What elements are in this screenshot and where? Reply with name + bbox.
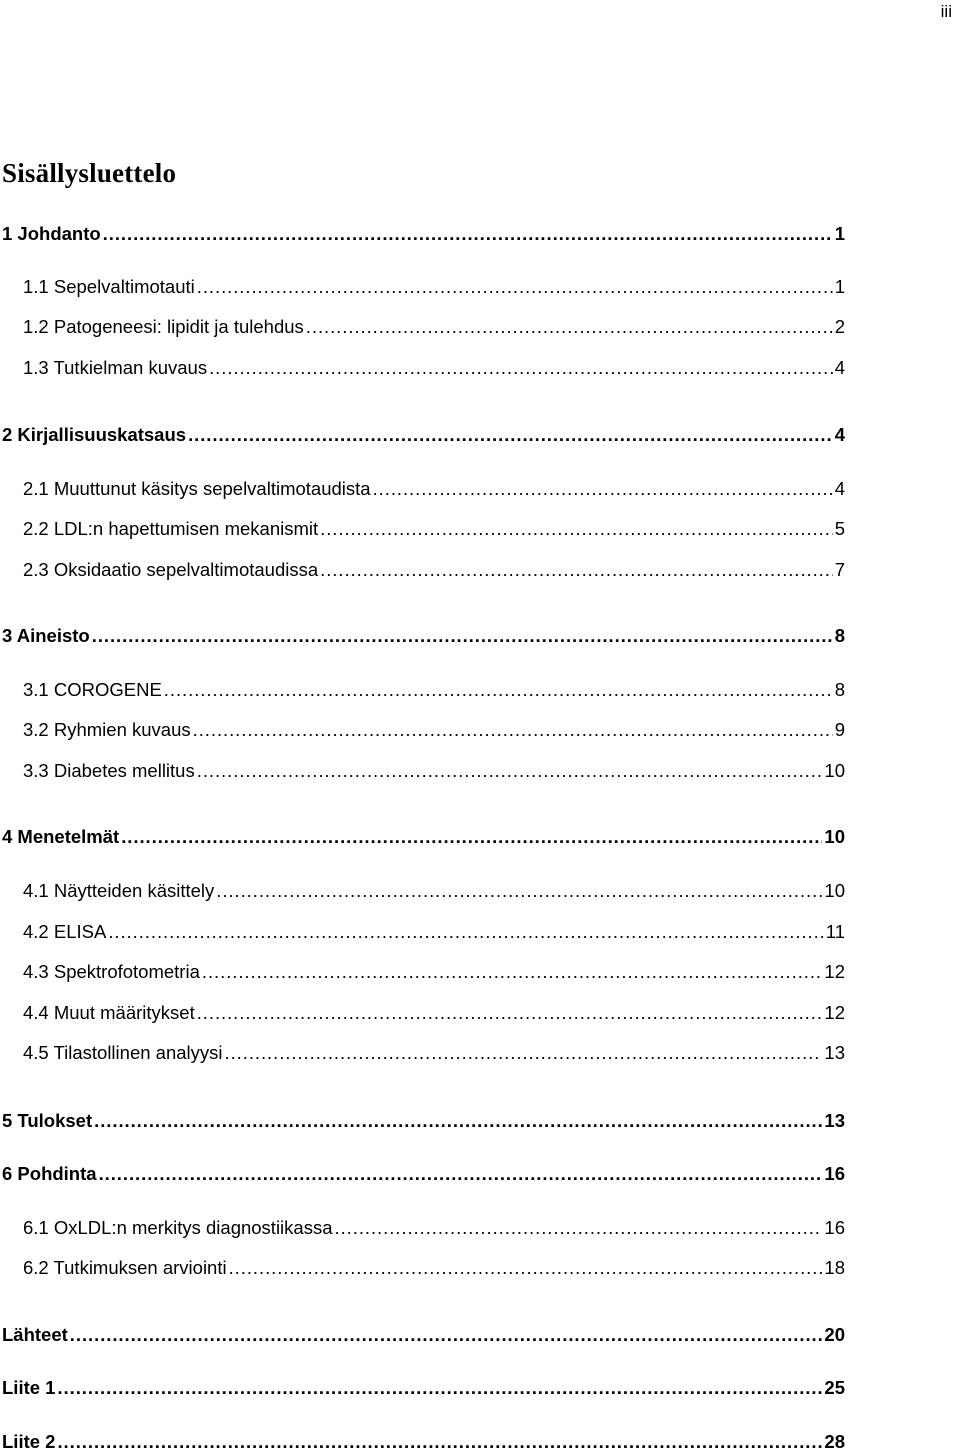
toc-entry-label: 2.1 Muuttunut käsitys sepelvaltimotaudista xyxy=(23,478,371,499)
toc-entry-page: 8 xyxy=(834,679,845,700)
toc-entry-page: 16 xyxy=(824,1217,845,1238)
dot-leader xyxy=(92,624,833,648)
toc-entry-page: 13 xyxy=(824,1042,845,1063)
toc-entry-label: 6.1 OxLDL:n merkitys diagnostiikassa xyxy=(23,1217,333,1238)
dot-leader xyxy=(70,1323,823,1347)
dot-leader xyxy=(216,879,822,903)
toc-entry-page: 25 xyxy=(824,1377,845,1398)
toc-entry-label: 1.1 Sepelvaltimotauti xyxy=(23,276,195,297)
toc-entry-page: 4 xyxy=(834,424,845,445)
toc-entry[interactable] xyxy=(0,222,845,246)
toc-entry[interactable] xyxy=(0,1430,845,1454)
toc-entry[interactable] xyxy=(0,477,845,501)
toc-entry-label: 4.4 Muut määritykset xyxy=(23,1002,195,1023)
toc-entry-page: 16 xyxy=(824,1163,845,1184)
toc-entry-label: 5 Tulokset xyxy=(2,1110,93,1131)
toc-entry[interactable] xyxy=(0,1216,845,1240)
dot-leader xyxy=(320,558,833,582)
dot-leader xyxy=(57,1430,822,1454)
toc-entry-page: 9 xyxy=(834,719,845,740)
toc-entry-page: 20 xyxy=(824,1324,845,1345)
toc-entry-label: 3.1 COROGENE xyxy=(23,679,162,700)
dot-leader xyxy=(193,718,833,742)
toc-entry-label: Liite 1 xyxy=(2,1377,56,1398)
dot-leader xyxy=(108,920,823,944)
toc-entry[interactable] xyxy=(0,315,845,339)
toc-entry-page: 2 xyxy=(834,316,845,337)
toc-entry[interactable] xyxy=(0,1323,845,1347)
toc-entry-label: Lähteet xyxy=(2,1324,68,1345)
toc-entry-label: 4 Menetelmät xyxy=(2,826,120,847)
toc-entry-label: 6 Pohdinta xyxy=(2,1163,97,1184)
toc-entry[interactable] xyxy=(0,1376,845,1400)
toc-entry-label: 4.5 Tilastollinen analyysi xyxy=(23,1042,223,1063)
toc-entry[interactable] xyxy=(0,825,845,849)
page-number: iii xyxy=(940,2,952,21)
toc-entry-label: 6.2 Tutkimuksen arviointi xyxy=(23,1257,227,1278)
toc-entry-page: 5 xyxy=(834,518,845,539)
dot-leader xyxy=(202,960,823,984)
dot-leader xyxy=(197,759,823,783)
toc-entry-label: Liite 2 xyxy=(2,1431,56,1452)
dot-leader xyxy=(209,356,833,380)
toc-entry[interactable] xyxy=(0,920,845,944)
toc-title: Sisällysluettelo xyxy=(2,158,177,188)
toc-entry-page: 7 xyxy=(834,559,845,580)
toc-entry[interactable] xyxy=(0,960,845,984)
dot-leader xyxy=(320,517,833,541)
dot-leader xyxy=(188,423,833,447)
toc-entry[interactable] xyxy=(0,759,845,783)
toc-entry[interactable] xyxy=(0,1001,845,1025)
toc-entry-page: 4 xyxy=(834,357,845,378)
toc-entry-page: 11 xyxy=(825,921,845,942)
toc-entry-label: 2.2 LDL:n hapettumisen mekanismit xyxy=(23,518,319,539)
toc-entry[interactable] xyxy=(0,1256,845,1280)
dot-leader xyxy=(229,1256,823,1280)
toc-entry[interactable] xyxy=(0,624,845,648)
dot-leader xyxy=(94,1109,822,1133)
toc-entry-label: 1.2 Patogeneesi: lipidit ja tulehdus xyxy=(23,316,304,337)
toc-entry[interactable] xyxy=(0,558,845,582)
dot-leader xyxy=(306,315,833,339)
toc-entry[interactable] xyxy=(0,275,845,299)
toc-entry-page: 8 xyxy=(834,625,845,646)
toc-entry-page: 12 xyxy=(824,961,845,982)
toc-entry-label: 1 Johdanto xyxy=(2,223,101,244)
toc-entry-label: 1.3 Tutkielman kuvaus xyxy=(23,357,208,378)
toc-entry-label: 2 Kirjallisuuskatsaus xyxy=(2,424,187,445)
toc-entry-label: 3.2 Ryhmien kuvaus xyxy=(23,719,191,740)
toc-entry-page: 28 xyxy=(824,1431,845,1452)
dot-leader xyxy=(373,477,833,501)
toc-entry-label: 2.3 Oksidaatio sepelvaltimotaudissa xyxy=(23,559,319,580)
toc-entry-label: 4.2 ELISA xyxy=(23,921,107,942)
toc-entry-page: 12 xyxy=(824,1002,845,1023)
dot-leader xyxy=(225,1041,823,1065)
toc-entry-page: 4 xyxy=(834,478,845,499)
toc-entry[interactable] xyxy=(0,1041,845,1065)
toc-entry-label: 3 Aineisto xyxy=(2,625,90,646)
dot-leader xyxy=(197,275,833,299)
dot-leader xyxy=(103,222,833,246)
toc-entry[interactable] xyxy=(0,517,845,541)
dot-leader xyxy=(164,678,833,702)
toc-entry-page: 13 xyxy=(824,1110,845,1131)
toc-entry-page: 18 xyxy=(824,1257,845,1278)
toc-entry-label: 4.1 Näytteiden käsittely xyxy=(23,880,215,901)
toc-entry-label: 4.3 Spektrofotometria xyxy=(23,961,200,982)
toc-entry[interactable] xyxy=(0,718,845,742)
toc-entry[interactable] xyxy=(0,356,845,380)
toc-entry-page: 10 xyxy=(824,880,845,901)
toc-entry-page: 10 xyxy=(824,826,845,847)
toc-entry[interactable] xyxy=(0,423,845,447)
toc-entry-label: 3.3 Diabetes mellitus xyxy=(23,760,195,781)
toc-entry[interactable] xyxy=(0,1162,845,1186)
dot-leader xyxy=(99,1162,823,1186)
toc-entry[interactable] xyxy=(0,879,845,903)
toc-entry-page: 1 xyxy=(834,276,845,297)
toc-entry[interactable] xyxy=(0,678,845,702)
toc-entry-page: 10 xyxy=(824,760,845,781)
dot-leader xyxy=(121,825,822,849)
toc-entry[interactable] xyxy=(0,1109,845,1133)
dot-leader xyxy=(197,1001,823,1025)
dot-leader xyxy=(335,1216,823,1240)
dot-leader xyxy=(57,1376,822,1400)
toc-entry-page: 1 xyxy=(834,223,845,244)
